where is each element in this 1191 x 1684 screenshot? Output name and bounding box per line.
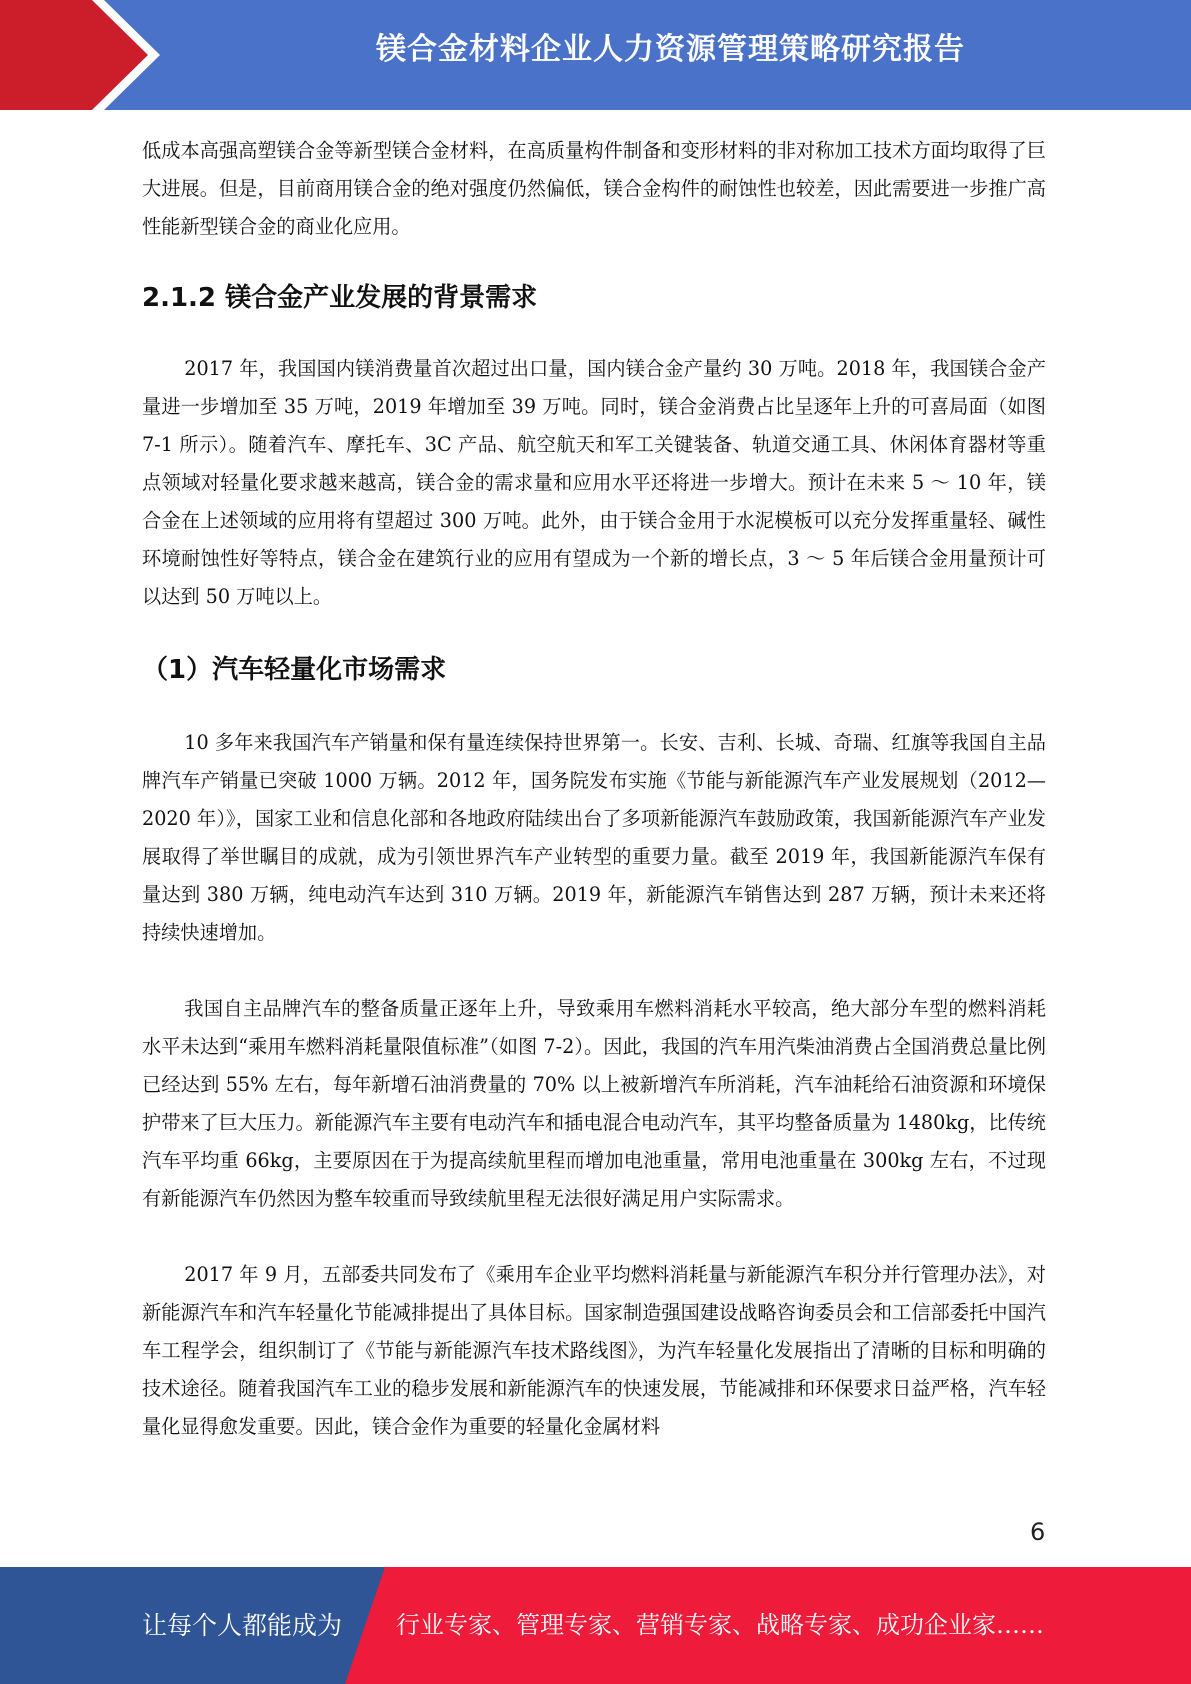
body-paragraph-1: 10 多年来我国汽车产销量和保有量连续保持世界第一。长安、吉利、长城、奇瑞、红旗等我国自主品牌汽车产销量已突破 1000 万辆。2012 年，国务院发布实施《节能与新能源汽车产业发展规划（2012—2020 年）》，国家工业和信息化部和各地政府陆续出台了多项新能源汽车鼓励政策，我国新能源汽车产业发展取得了举世瞩目的成就，成为引领世界汽车产业转型的重要力量。截至 2019 年，我国新能源汽车保有量达到 380 万辆，纯电动汽车达到 310 万辆。2019 年，新能源汽车销售达到 287 万辆，预计未来还将持续快速增加。	[142, 731, 1046, 944]
page-header	[0, 0, 1191, 110]
body-paragraph-2: 我国自主品牌汽车的整备质量正逐年上升，导致乘用车燃料消耗水平较高，绝大部分车型的燃料消耗水平未达到“乘用车燃料消耗量限值标准”（如图 7-2）。因此，我国的汽车用汽柴油消费占全国消费总量比例已经达到 55% 左右，每年新增石油消费量的 70% 以上被新增汽车所消耗，汽车油耗给石油资源和环境保护带来了巨大压力。新能源汽车主要有电动汽车和插电混合电动汽车，其平均整备质量为 1480kg，比传统汽车平均重 66kg，主要原因在于为提高续航里程而增加电池重量，常用电池重量在 300kg 左右，不过现有新能源汽车仍然因为整车较重而导致续航里程无法很好满足用户实际需求。	[142, 997, 1046, 1210]
page-number: 6	[1030, 1518, 1046, 1546]
subsection-heading: （1）汽车轻量化市场需求	[142, 655, 447, 685]
intro-paragraph: 低成本高强高塑镁合金等新型镁合金材料，在高质量构件制备和变形材料的非对称加工技术方面均取得了巨大进展。但是，目前商用镁合金的绝对强度仍然偏低，镁合金构件的耐蚀性也较差，因此需要进一步推广高性能新型镁合金的商业化应用。	[142, 139, 1046, 238]
page-footer	[0, 1567, 1191, 1684]
main-content	[142, 132, 1046, 1446]
footer-slogan-left: 让每个人都能成为	[142, 1611, 343, 1640]
body-paragraph-3: 2017 年 9 月，五部委共同发布了《乘用车企业平均燃料消耗量与新能源汽车积分并行管理办法》，对新能源汽车和汽车轻量化节能减排提出了具体目标。国家制造强国建设战略咨询委员会和工信部委托中国汽车工程学会，组织制订了《节能与新能源汽车技术路线图》，为汽车轻量化发展指出了清晰的目标和明确的技术途径。随着我国汽车工业的稳步发展和新能源汽车的快速发展，节能减排和环保要求日益严格，汽车轻量化显得愈发重要。因此，镁合金作为重要的轻量化金属材料	[142, 1263, 1046, 1438]
footer-slogan-right: 行业专家、管理专家、营销专家、战略专家、成功企业家……	[396, 1611, 1044, 1639]
report-title: 镁合金材料企业人力资源管理策略研究报告	[376, 32, 965, 67]
section-heading: 2.1.2 镁合金产业发展的背景需求	[142, 283, 538, 313]
header-red-arrow	[0, 0, 148, 110]
section-paragraph: 2017 年，我国国内镁消费量首次超过出口量，国内镁合金产量约 30 万吨。2018 年，我国镁合金产量进一步增加至 35 万吨，2019 年增加至 39 万吨。同时，镁合金消费占比呈逐年上升的可喜局面（如图 7-1 所示）。随着汽车、摩托车、3C 产品、航空航天和军工关键装备、轨道交通工具、休闲体育器材等重点领域对轻量化要求越来越高，镁合金的需求量和应用水平还将进一步增大。预计在未来 5 ～ 10 年，镁合金在上述领域的应用将有望超过 300 万吨。此外，由于镁合金用于水泥模板可以充分发挥重量轻、碱性环境耐蚀性好等特点，镁合金在建筑行业的应用有望成为一个新的增长点，3 ～ 5 年后镁合金用量预计可以达到 50 万吨以上。	[142, 357, 1046, 608]
